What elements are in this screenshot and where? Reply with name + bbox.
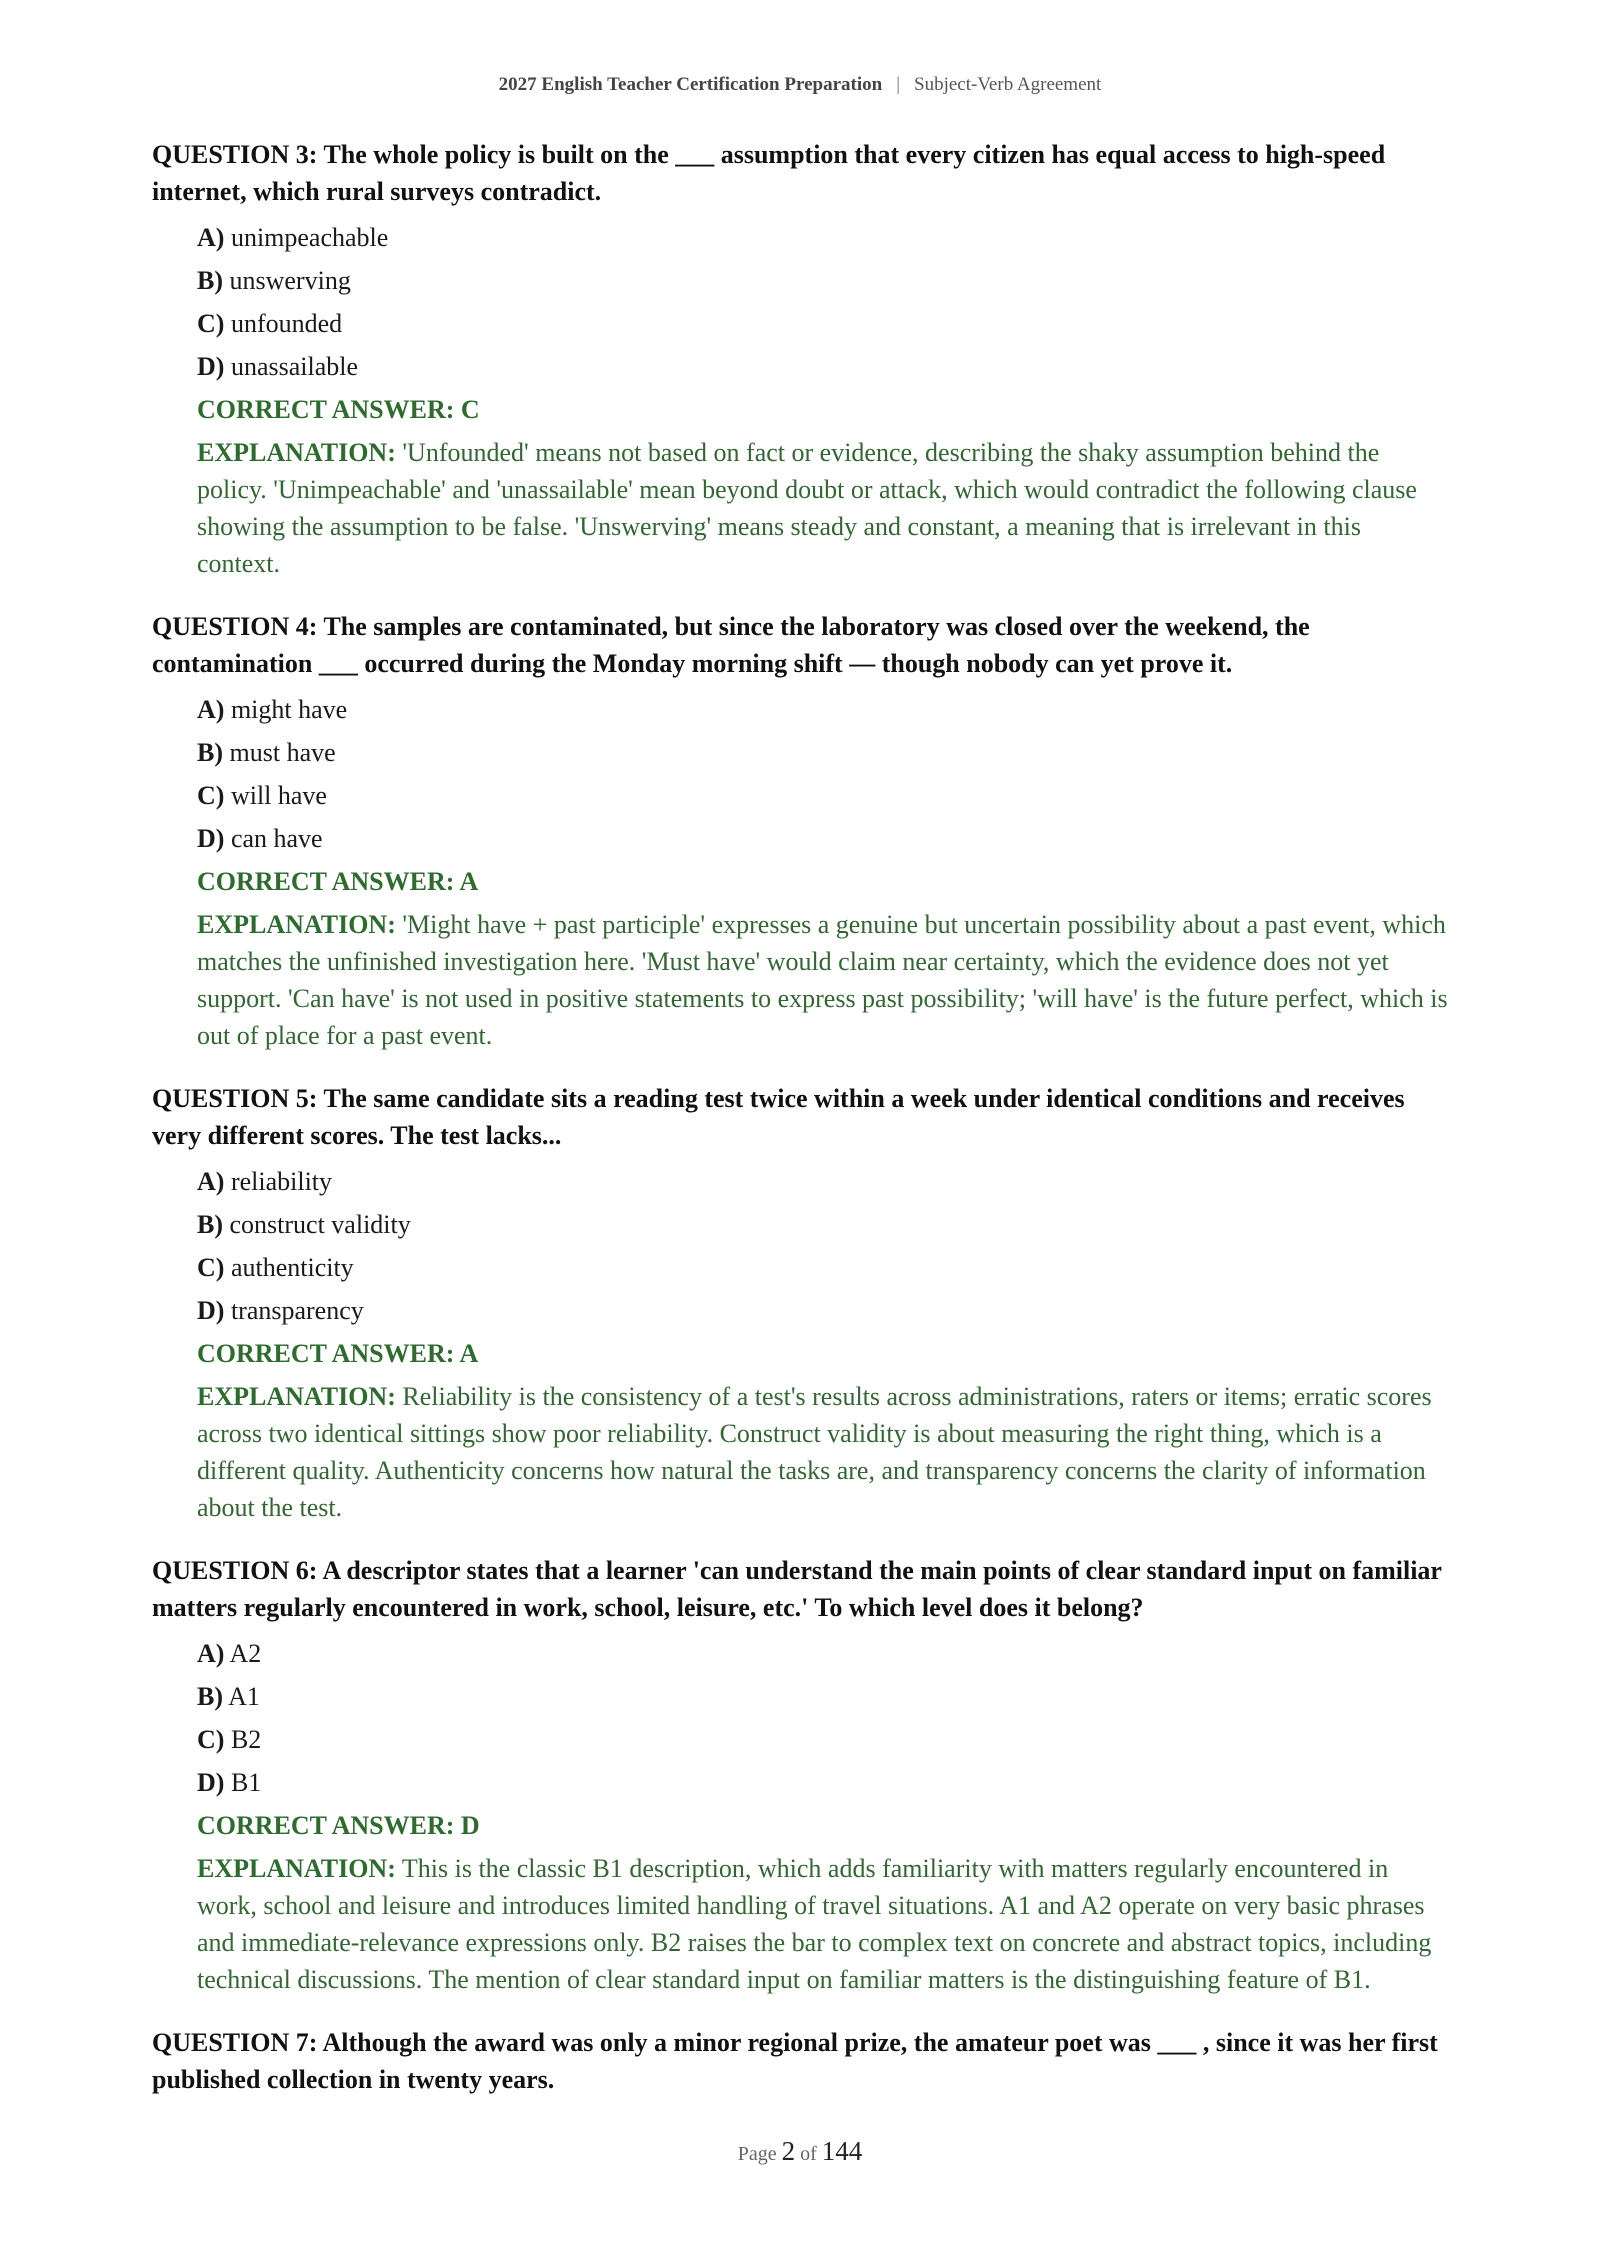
option-c xyxy=(197,1246,1448,1289)
explanation-label: EXPLANATION: xyxy=(197,438,396,467)
option-text: B2 xyxy=(230,1725,262,1754)
question-stem: The same candidate sits a reading test twice within a week under identical conditions and receives very different scores. The test lacks... xyxy=(152,1084,1405,1150)
question-list xyxy=(152,136,1448,2124)
option-letter: C) xyxy=(197,309,225,338)
question-label: QUESTION 5: xyxy=(152,1084,318,1113)
explanation-text: This is the classic B1 description, which adds familiarity with matters regularly encountered in work, school and leisure and introduces limited handling of travel situations. A1 and A2 operate on very basic phrases and immediate-relevance expressions only. B2 raises the bar to complex text on concrete and abstract topics, including technical discussions. The mention of clear standard input on familiar matters is the distinguishing feature of B1. xyxy=(197,1854,1432,1994)
option-text: will have xyxy=(230,781,327,810)
question-label: QUESTION 4: xyxy=(152,612,318,641)
footer-page-word: Page xyxy=(737,2143,777,2165)
question-5 xyxy=(152,1080,1448,1526)
option-text: reliability xyxy=(230,1167,333,1196)
option-letter: D) xyxy=(197,1296,225,1325)
question-text xyxy=(152,136,1448,210)
header-subtitle: Subject-Verb Agreement xyxy=(914,74,1102,95)
option-b xyxy=(197,259,1448,302)
option-letter: C) xyxy=(197,781,225,810)
option-letter: C) xyxy=(197,1253,225,1282)
option-text: authenticity xyxy=(230,1253,354,1282)
option-letter: A) xyxy=(197,1639,225,1668)
option-text: unswerving xyxy=(229,266,351,295)
option-text: A1 xyxy=(228,1682,260,1711)
option-d xyxy=(197,817,1448,860)
explanation-label: EXPLANATION: xyxy=(197,1382,396,1411)
option-text: A2 xyxy=(229,1639,262,1668)
explanation-text: 'Might have + past participle' expresses a genuine but uncertain possibility about a past event, which matches the unfinished investigation here. 'Must have' would claim near certainty, which the evidence does not yet support. 'Can have' is not used in positive statements to express past possibility; 'will have' is the future perfect, which is out of place for a past event. xyxy=(197,910,1448,1050)
correct-answer: CORRECT ANSWER: A xyxy=(197,1339,479,1368)
question-stem: The whole policy is built on the ___ assumption that every citizen has equal access to high-speed internet, which rural surveys contradict. xyxy=(152,140,1386,206)
option-letter: B) xyxy=(197,266,223,295)
option-d xyxy=(197,345,1448,388)
running-header xyxy=(0,74,1600,96)
question-text xyxy=(152,2024,1448,2098)
page-footer xyxy=(0,2136,1600,2167)
option-letter: C) xyxy=(197,1725,225,1754)
footer-of-word: of xyxy=(800,2143,817,2165)
question-stem: A descriptor states that a learner 'can understand the main points of clear standard input on familiar matters regularly encountered in work, school, leisure, etc.' To which level does it belong? xyxy=(152,1556,1442,1622)
option-a xyxy=(197,688,1448,731)
explanation xyxy=(197,1378,1449,1526)
explanation xyxy=(197,1850,1449,1998)
option-letter: B) xyxy=(197,1682,223,1711)
option-letter: A) xyxy=(197,1167,225,1196)
question-text xyxy=(152,608,1448,682)
correct-answer: CORRECT ANSWER: D xyxy=(197,1811,480,1840)
header-title: 2027 English Teacher Certification Preparation xyxy=(498,74,883,95)
option-letter: D) xyxy=(197,1768,225,1797)
question-stem: Although the award was only a minor regional prize, the amateur poet was ___ , since it was her first published collection in twenty years. xyxy=(152,2028,1438,2094)
header-separator: | xyxy=(896,74,900,95)
footer-page-number: 2 xyxy=(781,2136,796,2166)
option-text: transparency xyxy=(230,1296,364,1325)
options-list xyxy=(197,688,1448,860)
question-label: QUESTION 7: xyxy=(152,2028,318,2057)
footer-total-pages: 144 xyxy=(821,2136,863,2166)
explanation-text: 'Unfounded' means not based on fact or evidence, describing the shaky assumption behind the policy. 'Unimpeachable' and 'unassailable' mean beyond doubt or attack, which would contradict the following clause showing the assumption to be false. 'Unswerving' means steady and constant, a meaning that is irrelevant in this context. xyxy=(197,438,1417,578)
option-text: B1 xyxy=(230,1768,262,1797)
question-6 xyxy=(152,1552,1448,1998)
correct-answer: CORRECT ANSWER: A xyxy=(197,867,479,896)
option-text: must have xyxy=(229,738,336,767)
option-letter: D) xyxy=(197,824,225,853)
option-d xyxy=(197,1761,1448,1804)
question-text xyxy=(152,1552,1448,1626)
option-text: unimpeachable xyxy=(230,223,389,252)
question-text xyxy=(152,1080,1448,1154)
explanation xyxy=(197,434,1449,582)
option-text: might have xyxy=(230,695,348,724)
option-b xyxy=(197,731,1448,774)
option-b xyxy=(197,1675,1448,1718)
option-b xyxy=(197,1203,1448,1246)
correct-answer: CORRECT ANSWER: C xyxy=(197,395,480,424)
options-list xyxy=(197,1160,1448,1332)
option-text: unfounded xyxy=(230,309,343,338)
option-d xyxy=(197,1289,1448,1332)
option-c xyxy=(197,1718,1448,1761)
options-list xyxy=(197,1632,1448,1804)
question-4 xyxy=(152,608,1448,1054)
option-letter: A) xyxy=(197,695,225,724)
option-text: unassailable xyxy=(230,352,359,381)
explanation xyxy=(197,906,1449,1054)
question-stem: The samples are contaminated, but since the laboratory was closed over the weekend, the contamination ___ occurred during the Monday morning shift — though nobody can yet prove it. xyxy=(152,612,1310,678)
explanation-label: EXPLANATION: xyxy=(197,910,396,939)
option-text: can have xyxy=(230,824,323,853)
explanation-label: EXPLANATION: xyxy=(197,1854,396,1883)
option-c xyxy=(197,302,1448,345)
question-7 xyxy=(152,2024,1448,2098)
question-label: QUESTION 6: xyxy=(152,1556,318,1585)
question-3 xyxy=(152,136,1448,582)
options-list xyxy=(197,216,1448,388)
option-text: construct validity xyxy=(229,1210,411,1239)
question-label: QUESTION 3: xyxy=(152,140,318,169)
option-a xyxy=(197,1160,1448,1203)
option-a xyxy=(197,216,1448,259)
option-letter: A) xyxy=(197,223,225,252)
option-c xyxy=(197,774,1448,817)
option-letter: B) xyxy=(197,1210,223,1239)
explanation-text: Reliability is the consistency of a test's results across administrations, raters or items; erratic scores across two identical sittings show poor reliability. Construct validity is about measuring the right thing, which is a different quality. Authenticity concerns how natural the tasks are, and transparency concerns the clarity of information about the test. xyxy=(197,1382,1432,1522)
option-letter: B) xyxy=(197,738,223,767)
option-letter: D) xyxy=(197,352,225,381)
option-a xyxy=(197,1632,1448,1675)
